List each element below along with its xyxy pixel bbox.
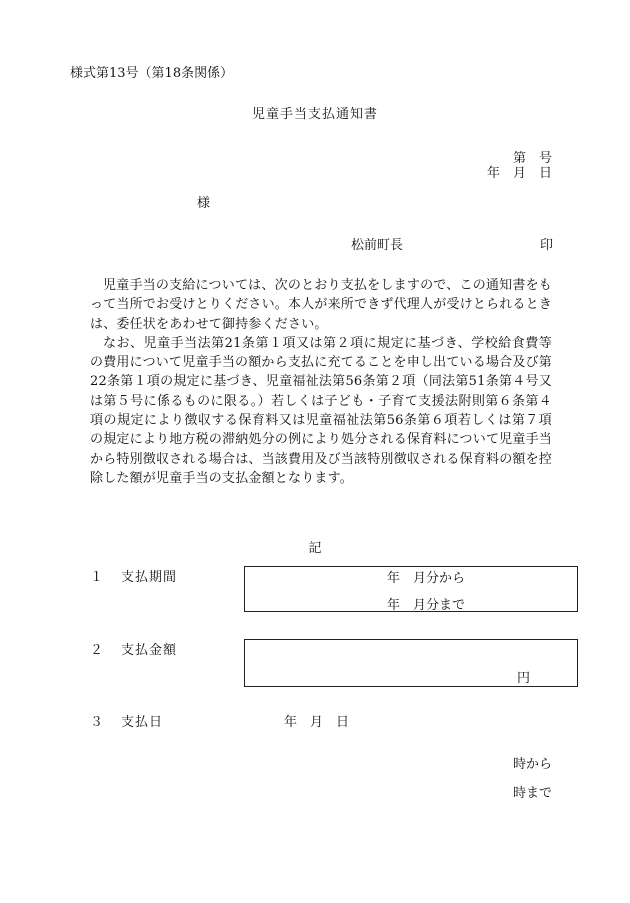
item-2-heading bbox=[90, 639, 177, 658]
payment-time-to: 時まで bbox=[512, 786, 552, 801]
ki-heading: 記 bbox=[308, 541, 322, 556]
notice-body bbox=[90, 276, 552, 488]
item-3-heading bbox=[90, 711, 163, 730]
item-2-number: ２ bbox=[90, 643, 104, 658]
body-paragraph-1: 児童手当の支給については、次のとおり支払をしますので、この通知書をもって当所でお受けとりください。本人が来所できず代理人が受けとられるときは、委任状をあわせて御持参ください。 bbox=[90, 278, 553, 332]
document-title: 児童手当支払通知書 bbox=[251, 107, 378, 122]
item-2-label: 支払金額 bbox=[121, 643, 178, 658]
payment-period-to: 年 月分まで bbox=[387, 598, 466, 613]
payment-time-from: 時から bbox=[512, 757, 552, 772]
body-paragraph-2: なお、児童手当法第21条第１項又は第２項に規定に基づき、学校給食費等の費用について児童手当の額から支払に充てることを申し出ている場合及び第22条第１項の規定に基づき、児童福祉法第56条第２項（同法第51条第４号又は第５号に係るものに限る。）若しくは子ども・子育て支援法附則第６条第４項の規定により徴収する保育料又は児童福祉法第56条第６項若しくは第７項の規定により地方税の滞納処分の例により処分される保育料について児童手当から特別徴収される場合は、当該費用及び当該特別徴収される保育料の額を控除した額が児童手当の支払金額となります。 bbox=[90, 335, 553, 486]
payment-period-box bbox=[244, 566, 578, 612]
item-1-heading bbox=[90, 566, 177, 585]
item-1-number: １ bbox=[90, 570, 104, 585]
addressee-suffix: 様 bbox=[197, 196, 211, 211]
payment-period-from: 年 月分から bbox=[387, 571, 466, 586]
payment-date: 年 月 日 bbox=[284, 715, 350, 730]
item-3-number: ３ bbox=[90, 715, 104, 730]
payment-amount-box bbox=[244, 639, 578, 687]
payment-amount-unit: 円 bbox=[517, 671, 531, 686]
document-number-line: 第 号 bbox=[512, 151, 552, 166]
issue-date-line: 年 月 日 bbox=[486, 166, 552, 181]
form-number: 様式第13号（第18条関係） bbox=[70, 66, 234, 81]
item-1-label: 支払期間 bbox=[121, 570, 178, 585]
seal-mark: 印 bbox=[540, 238, 554, 253]
issuer-name: 松前町長 bbox=[351, 238, 404, 253]
item-3-label: 支払日 bbox=[121, 715, 164, 730]
